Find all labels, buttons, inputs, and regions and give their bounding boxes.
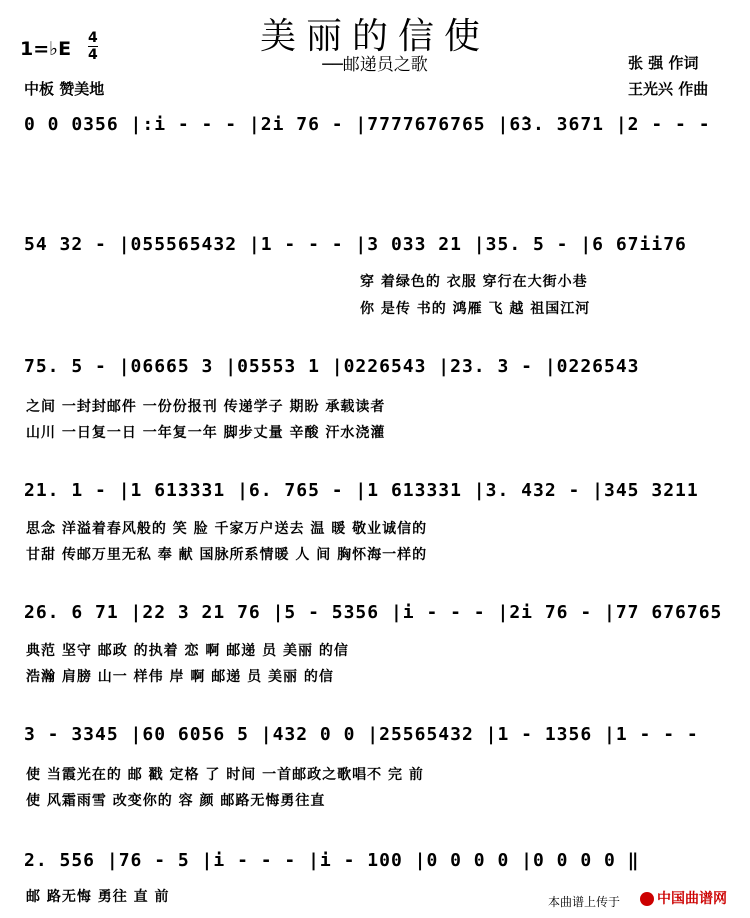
time-signature [88, 30, 98, 63]
score-row-6: 3 - 3345 |60 6056 5 |432 0 0 |25565432 |1 - 1356 |1 - - - [24, 724, 699, 745]
tempo-marking: 中板 赞美地 [24, 80, 105, 98]
time-signature-bottom: 4 [88, 47, 98, 63]
lyric-row-2-verse-2: 你 是传 书的 鸿雁 飞 越 祖国江河 [360, 301, 591, 317]
lyric-row-3-verse-1: 之间 一封封邮件 一份份报刊 传递学子 期盼 承载读者 [26, 399, 386, 415]
lyric-row-5-verse-2: 浩瀚 肩膀 山一 样伟 岸 啊 邮递 员 美丽 的信 [26, 669, 334, 685]
site-logo [640, 888, 727, 908]
score-row-2: 54 32 - |055565432 |1 - - - |3 033 21 |35. 5 - |6 67ii76 [24, 234, 687, 255]
score-row-5: 26. 6 71 |22 3 21 76 |5 - 5356 |i - - - |2i 76 - |77 676765 [24, 602, 723, 623]
lyric-row-7: 邮 路无悔 勇往 直 前 [26, 889, 170, 905]
logo-icon [640, 892, 654, 906]
time-signature-top: 4 [88, 30, 98, 46]
score-row-7: 2. 556 |76 - 5 |i - - - |i - 100 |0 0 0 0 |0 0 0 0 ‖ [24, 850, 640, 871]
lyric-row-4-verse-2: 甘甜 传邮万里无私 奉 献 国脉所系情暖 人 间 胸怀海一样的 [26, 547, 428, 563]
lyricist-credit: 张 强 作词 [628, 54, 699, 72]
score-row-1: 0 0 0356 |:i - - - |2i 76 - |7777676765 |6̇3. 3671 |2 - - - [24, 114, 711, 135]
lyric-row-2-verse-1: 穿 着绿色的 衣服 穿行在大街小巷 [360, 274, 588, 290]
key-signature: 1=♭E [20, 38, 72, 60]
composer-credit: 王光兴 作曲 [628, 80, 709, 98]
score-row-4: 21. 1 - |1 613331 |6. 765 - |1 613331 |3. 432 - |345 3211 [24, 480, 699, 501]
song-title: 美丽的信使 [259, 16, 490, 57]
lyric-row-4-verse-1: 思念 洋溢着春风般的 笑 脸 千家万户送去 温 暖 敬业诚信的 [26, 521, 428, 537]
site-name: 中国曲谱网 [657, 891, 727, 907]
upload-note: 本曲谱上传于 [548, 895, 621, 909]
lyric-row-5-verse-1: 典范 坚守 邮政 的执着 恋 啊 邮递 员 美丽 的信 [26, 643, 349, 659]
lyric-row-6-verse-1: 使 当霞光在的 邮 戳 定格 了 时间 一首邮政之歌唱不 完 前 [26, 767, 424, 783]
lyric-row-6-verse-2: 使 风霜雨雪 改变你的 容 颜 邮路无悔勇往直 [26, 793, 326, 809]
score-row-3: 75. 5 - |06665 3 |05553 1 |0226543 |23. 3 - |0226543 [24, 356, 640, 377]
lyric-row-3-verse-2: 山川 一日复一日 一年复一年 脚步丈量 辛酸 汗水浇灌 [26, 425, 386, 441]
song-subtitle: ──邮递员之歌 [322, 55, 428, 75]
